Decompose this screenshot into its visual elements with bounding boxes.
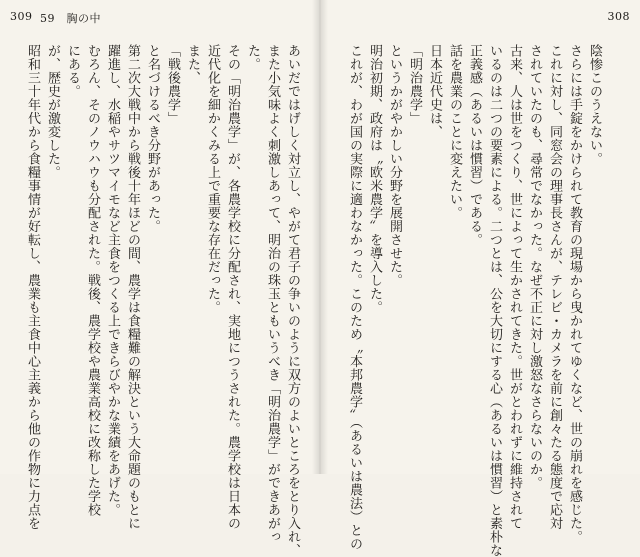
text-line: また小気味よく刺激しあって、明治の珠玉ともいうべき「明治農学」ができあがっ (265, 44, 280, 544)
text-line: 昭和三十年代から食糧事情が好転し、農業も主食中心主義から他の作物に力点を (25, 44, 40, 530)
left-page-number: 309 (10, 10, 33, 23)
text-line: 第二次大戦中から戦後十年ほどの間、農学は食糧難の解決という大命題のもとに (125, 44, 140, 530)
text-line: 古来、人は世をつくり、世によって生かされてきた。世がとわれずに維持されて (507, 44, 522, 530)
text-line: その「明治農学」が、各農学校に分配され、実地につうされた。農学校は日本の (225, 44, 240, 530)
text-line: 「戦後農学」 (165, 44, 180, 125)
text-line: 日本近代史は、 (427, 44, 442, 139)
text-line: 陰惨このうえない。 (587, 44, 602, 166)
text-line: むろん、そのノウハウも分配された。戦後、農学校や農業高校に改称した学校 (85, 44, 100, 517)
right-page (320, 0, 640, 557)
text-line: いるのは二つの要素による。二つとは、公を大切にする心（あるいは慣習）と素朴な (487, 44, 502, 557)
text-line: これが、わが国の実際に適わなかった。このため〝本邦農学〟（あるいは農法）との (347, 44, 362, 551)
text-line: 「明治農学」 (407, 44, 422, 125)
running-title: 59 胸の中 (40, 12, 101, 25)
text-line: 近代化を細かくみる上で重要な存在だった。 (205, 44, 220, 314)
text-line: た。 (245, 44, 260, 71)
text-line: また、 (185, 44, 200, 85)
right-page-number: 308 (607, 10, 630, 23)
text-line: 話を農業のことに変えたい。 (447, 44, 462, 220)
text-line: さらには手錠をかけられて教育の現場から曳かれてゆくなど、世の崩れを感じた。 (567, 44, 582, 544)
left-page-body (10, 44, 302, 557)
text-line: にある。 (65, 44, 80, 98)
text-line: あいだではげしく対立し、やがて君子の争いのように双方のよいところをとり入れ、 (285, 44, 300, 557)
text-line: 躍進し、水稲やサツマイモなど主食をつくる上できらびやかな業績をあげた。 (105, 44, 120, 517)
text-line: これに対し、同窓会の理事長さんが、テレビ・カメラを前に創々たる態度で応対 (547, 44, 562, 530)
right-page-body (322, 44, 604, 557)
text-line: が、歴史が激変した。 (45, 44, 60, 179)
text-line: 明治初期、政府は〝欧米農学〟を導入した。 (367, 44, 382, 314)
text-line: と名づけるべき分野があった。 (145, 44, 160, 233)
text-line: されていたのも、尋常でなかった。なぜ不正に対し激怒なさらないのか。 (527, 44, 542, 490)
text-line: というかがやかしい分野を展開させた。 (387, 44, 402, 287)
text-line: 正義感（あるいは慣習）である。 (467, 44, 482, 247)
